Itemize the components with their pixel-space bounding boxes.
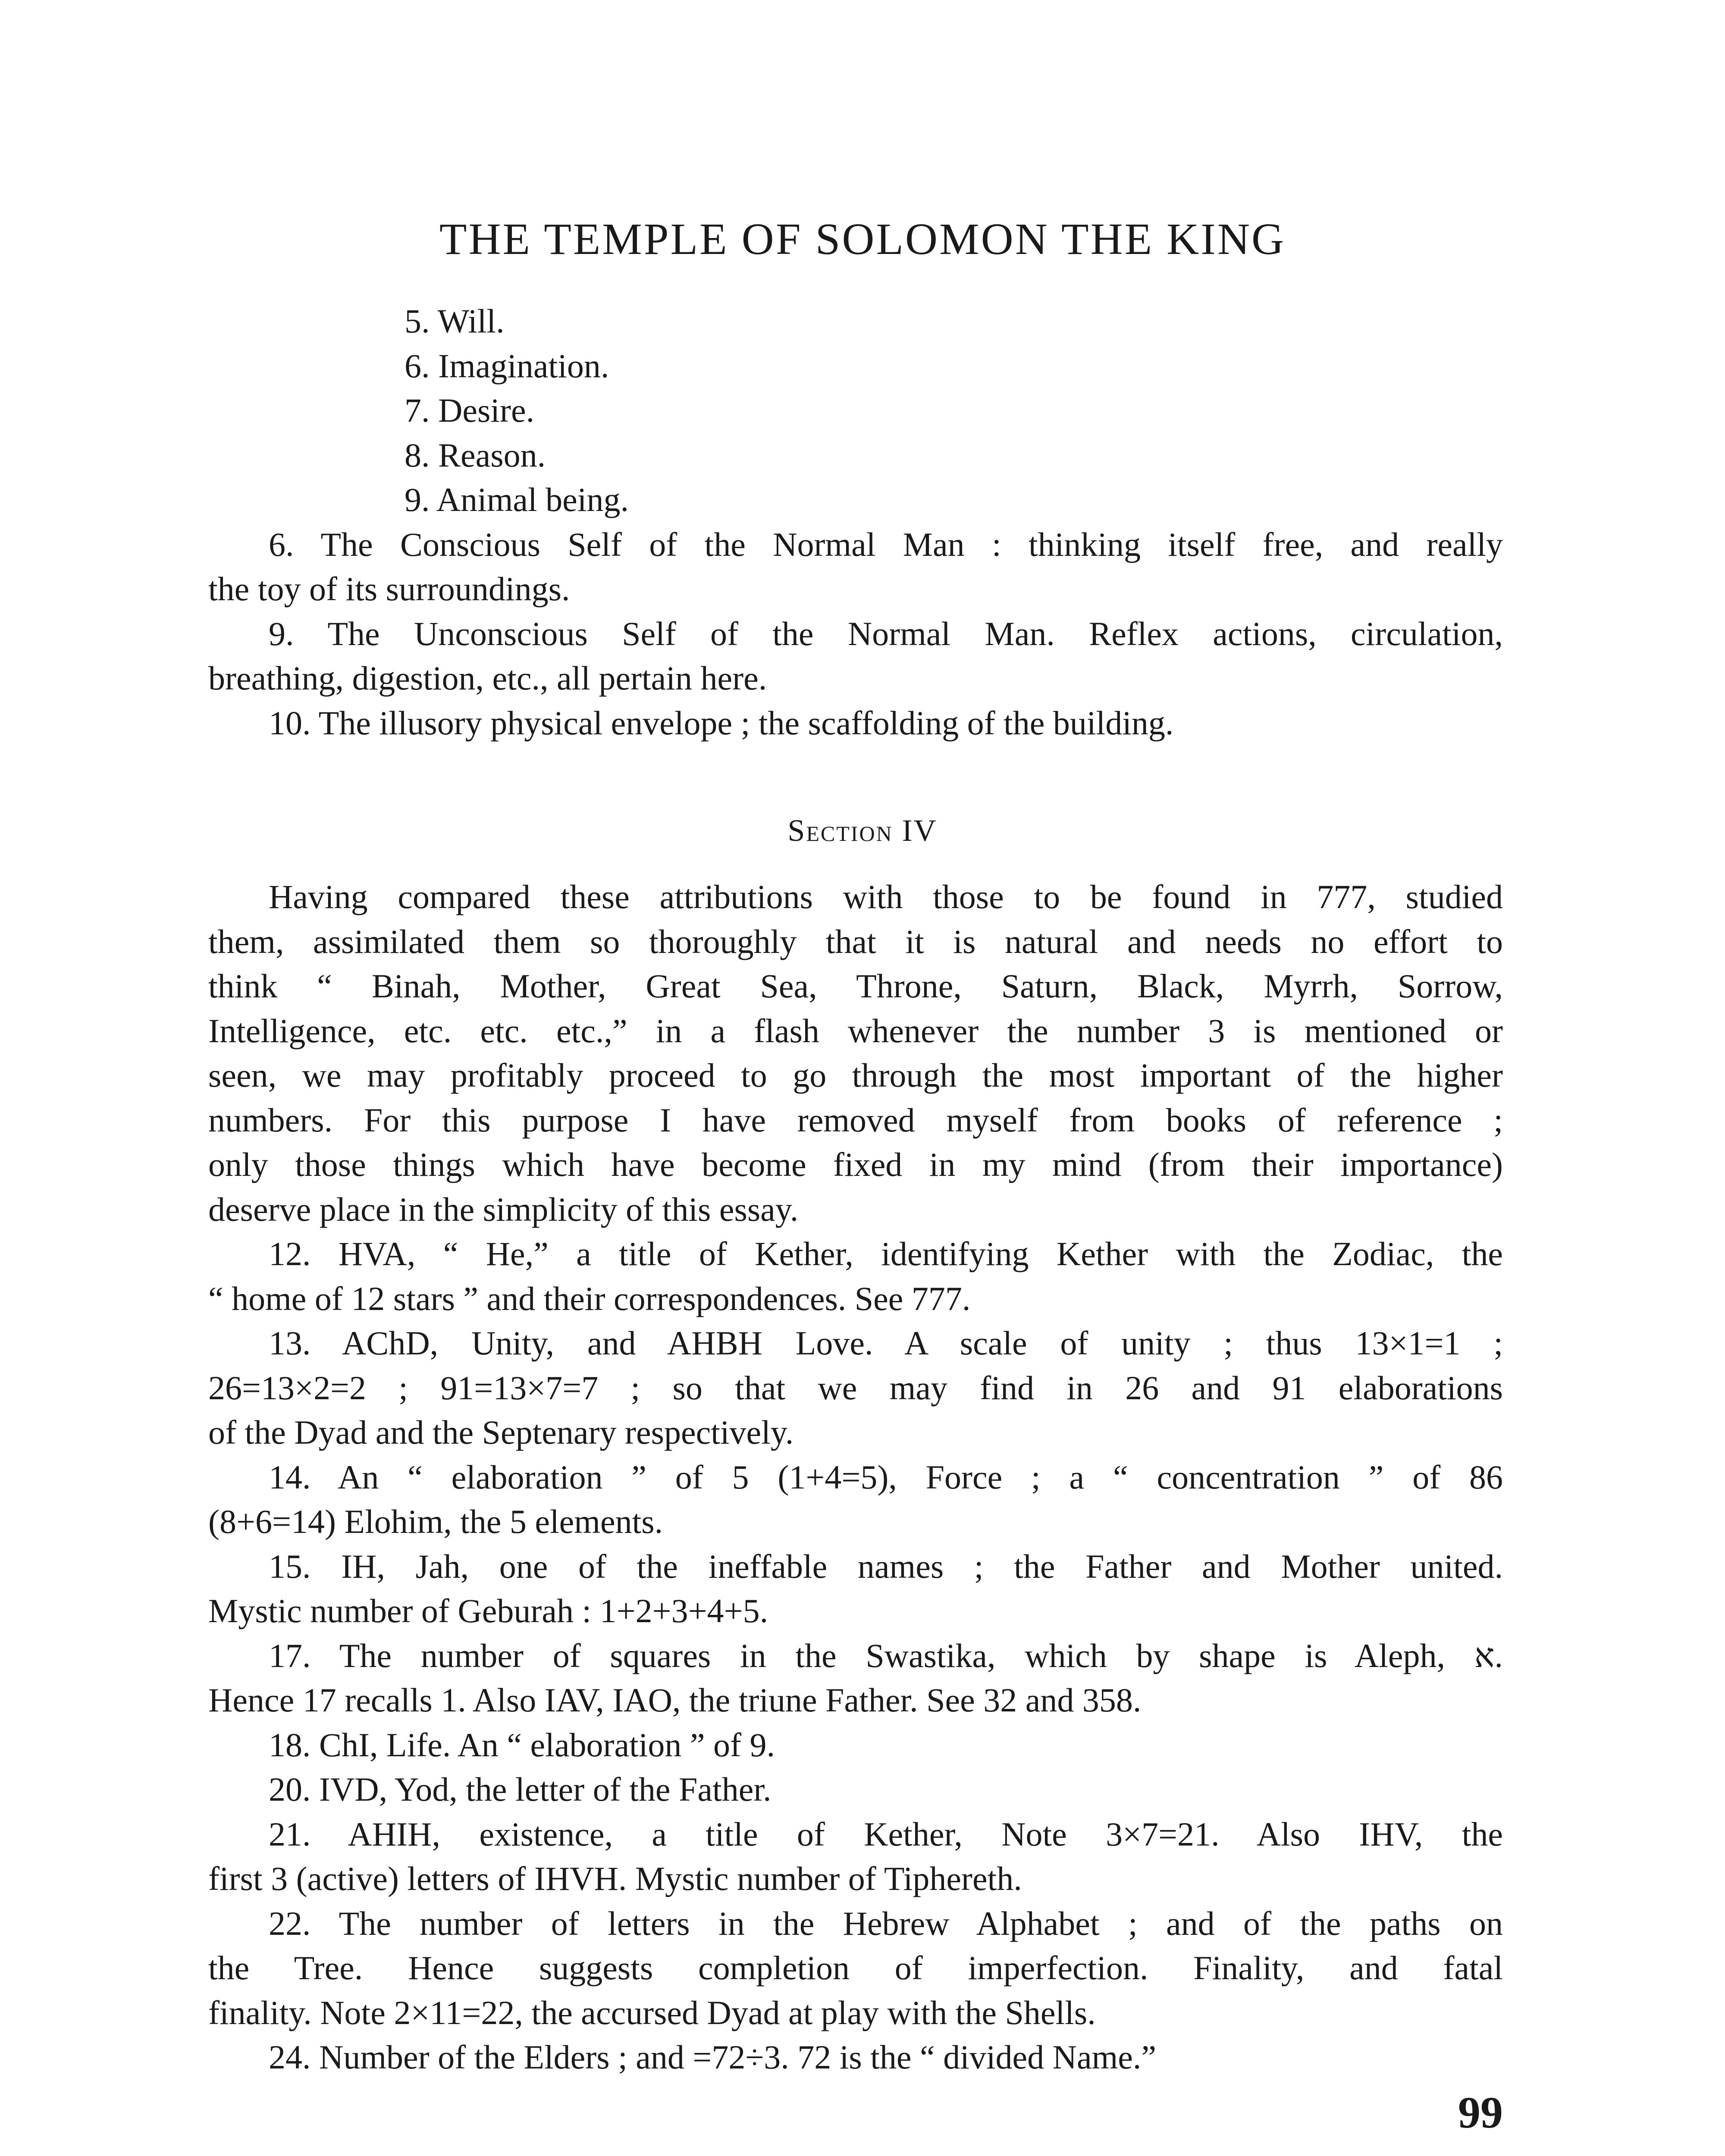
paragraph (208, 611, 1503, 701)
list-item: 7. Desire. (405, 392, 535, 429)
text-line: numbers. For this purpose I have removed myself from books of reference ; (208, 1101, 1503, 1139)
paragraph (208, 1455, 1503, 1544)
text-line: 22. The number of letters in the Hebrew Alphabet ; and of the paths on (269, 1904, 1503, 1942)
text-line: “ home of 12 stars ” and their correspondences. See 777. (208, 1279, 971, 1317)
text-line: 18. ChI, Life. An “ elaboration ” of 9. (269, 1726, 775, 1764)
text-line: 20. IVD, Yod, the letter of the Father. (269, 1771, 772, 1808)
section-heading: Section IV (787, 813, 938, 848)
paragraph (208, 1633, 1503, 1723)
text-line: Mystic number of Geburah : 1+2+3+4+5. (208, 1592, 768, 1630)
paragraph (208, 1767, 1503, 1812)
running-header: THE TEMPLE OF SOLOMON THE KING (439, 214, 1286, 264)
text-line: the toy of its surroundings. (208, 570, 570, 608)
paragraph (208, 1544, 1503, 1633)
paragraph (208, 2035, 1503, 2080)
text-line: Having compared these attributions with those to be found in 777, studied (269, 878, 1503, 915)
text-line: deserve place in the simplicity of this essay. (208, 1190, 799, 1228)
text-line: 21. AHIH, existence, a title of Kether, Note 3×7=21. Also IHV, the (269, 1815, 1503, 1853)
text-line: first 3 (active) letters of IHVH. Mystic number of Tiphereth. (208, 1860, 1022, 1897)
body-text-block (208, 874, 1503, 2080)
text-line: breathing, digestion, etc., all pertain here. (208, 659, 767, 697)
text-line: of the Dyad and the Septenary respectively. (208, 1413, 794, 1451)
text-line: 13. AChD, Unity, and AHBH Love. A scale of unity ; thus 13×1=1 ; (269, 1324, 1503, 1362)
list-item: 8. Reason. (405, 436, 546, 474)
list-item: 6. Imagination. (405, 347, 609, 385)
text-line: (8+6=14) Elohim, the 5 elements. (208, 1503, 663, 1540)
paragraph (208, 1232, 1503, 1321)
paragraph (208, 522, 1503, 611)
list-item: 5. Will. (405, 302, 505, 340)
text-line: 15. IH, Jah, one of the ineffable names ; the Father and Mother united. (269, 1547, 1503, 1585)
paragraph (208, 1901, 1503, 2035)
text-line: think “ Binah, Mother, Great Sea, Throne, Saturn, Black, Myrrh, Sorrow, (208, 967, 1503, 1005)
paragraph (208, 874, 1503, 1232)
list-item: 9. Animal being. (405, 481, 629, 518)
text-line: 17. The number of squares in the Swastika, which by shape is Aleph, א. (269, 1636, 1503, 1674)
text-line: finality. Note 2×11=22, the accursed Dyad at play with the Shells. (208, 1993, 1096, 2031)
text-line: 24. Number of the Elders ; and =72÷3. 72 is the “ divided Name.” (269, 2038, 1156, 2076)
paragraph (208, 701, 1503, 746)
paragraph (208, 1321, 1503, 1455)
text-line: the Tree. Hence suggests completion of imperfection. Finality, and fatal (208, 1949, 1503, 1987)
page-number: 99 (1458, 2088, 1503, 2137)
top-text-block (208, 299, 1503, 745)
text-line: 10. The illusory physical envelope ; the scaffolding of the building. (269, 704, 1174, 742)
text-line: 26=13×2=2 ; 91=13×7=7 ; so that we may find in 26 and 91 elaborations (208, 1369, 1503, 1407)
text-line: only those things which have become fixed in my mind (from their importance) (208, 1146, 1503, 1183)
text-line: 12. HVA, “ He,” a title of Kether, identifying Kether with the Zodiac, the (269, 1235, 1503, 1272)
text-line: 6. The Conscious Self of the Normal Man : thinking itself free, and really (269, 525, 1503, 563)
text-line: Intelligence, etc. etc. etc.,” in a flash whenever the number 3 is mentioned or (208, 1012, 1503, 1050)
text-line: 9. The Unconscious Self of the Normal Man. Reflex actions, circulation, (269, 614, 1503, 652)
paragraph (208, 1812, 1503, 1901)
text-line: 14. An “ elaboration ” of 5 (1+4=5), Force ; a “ concentration ” of 86 (269, 1458, 1503, 1496)
text-line: Hence 17 recalls 1. Also IAV, IAO, the triune Father. See 32 and 358. (208, 1681, 1142, 1719)
text-line: them, assimilated them so thoroughly that it is natural and needs no effort to (208, 922, 1503, 960)
paragraph (208, 1723, 1503, 1767)
text-line: seen, we may profitably proceed to go through the most important of the higher (208, 1056, 1503, 1094)
